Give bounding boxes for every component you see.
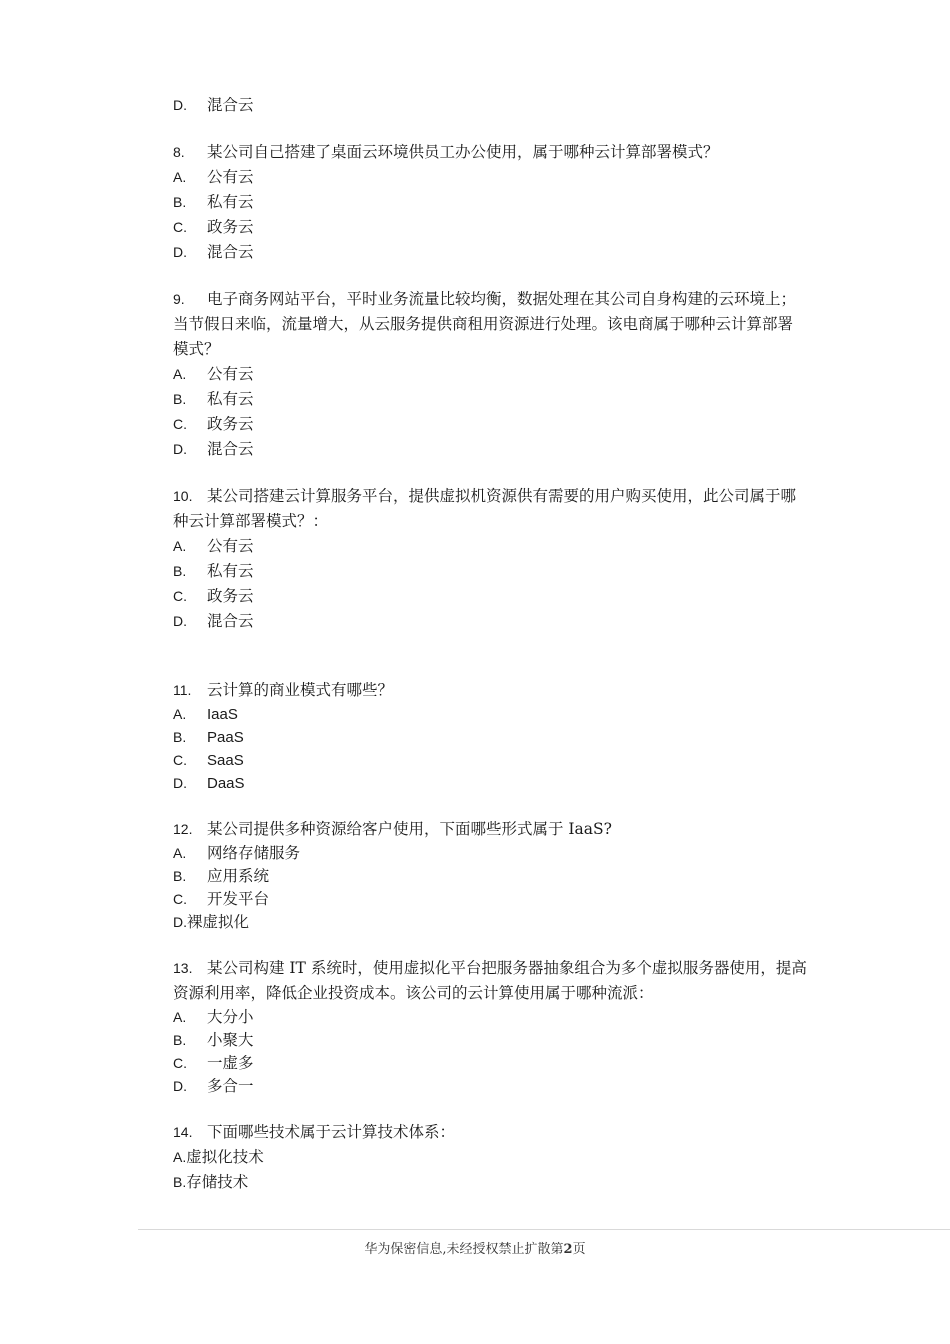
footer-divider <box>138 1229 950 1230</box>
option: B. 私有云 <box>173 562 254 580</box>
option: A. 大分小 <box>173 1008 254 1026</box>
option: B.存储技术 <box>173 1173 249 1191</box>
option: A. 公有云 <box>173 168 254 186</box>
question-text: 13. 某公司构建 IT 系统时，使用虚拟化平台把服务器抽象组合为多个虚拟服务器使用，提高资源利用率，降低企业投资成本。该公司的云计算使用属于哪种流派： <box>173 959 807 1002</box>
option: B. 私有云 <box>173 390 254 408</box>
option: C. 政务云 <box>173 415 254 433</box>
option-q7-d: D. 混合云 <box>173 96 254 114</box>
option: C. SaaS <box>173 752 244 769</box>
option: C. 开发平台 <box>173 890 270 908</box>
question-10 <box>173 484 813 634</box>
option: D. 混合云 <box>173 243 254 261</box>
question-8 <box>173 140 813 265</box>
option: D. DaaS <box>173 775 245 792</box>
question-11 <box>173 678 813 795</box>
option: B. 应用系统 <box>173 867 270 885</box>
question-text: 12. 某公司提供多种资源给客户使用，下面哪些形式属于 IaaS? <box>173 820 612 838</box>
option: A.虚拟化技术 <box>173 1148 264 1166</box>
option: A. 网络存储服务 <box>173 844 301 862</box>
question-12 <box>173 817 813 934</box>
question-14 <box>173 1120 813 1195</box>
question-text: 11. 云计算的商业模式有哪些？ <box>173 681 394 699</box>
question-text: 8. 某公司自己搭建了桌面云环境供员工办公使用，属于哪种云计算部署模式？ <box>173 143 719 161</box>
option: A. 公有云 <box>173 537 254 555</box>
option: B. 私有云 <box>173 193 254 211</box>
option: C. 政务云 <box>173 587 254 605</box>
option: D.裸虚拟化 <box>173 913 250 931</box>
option: A. IaaS <box>173 706 238 723</box>
question-13 <box>173 956 813 1098</box>
option: B. PaaS <box>173 729 244 746</box>
option: C. 政务云 <box>173 218 254 236</box>
question-text: 14. 下面哪些技术属于云计算技术体系： <box>173 1123 456 1141</box>
question-list <box>173 93 813 1195</box>
option: D. 混合云 <box>173 612 254 630</box>
option: C. 一虚多 <box>173 1054 254 1072</box>
option: B. 小聚大 <box>173 1031 254 1049</box>
page-footer: 华为保密信息,未经授权禁止扩散第2页 <box>364 1242 586 1257</box>
page-number: 2 <box>563 1242 573 1257</box>
question-9 <box>173 287 813 462</box>
question-text: 10. 某公司搭建云计算服务平台，提供虚拟机资源供有需要的用户购买使用，此公司属于哪种云计算部署模式？： <box>173 487 797 530</box>
question-text: 9. 电子商务网站平台，平时业务流量比较均衡，数据处理在其公司自身构建的云环境上；当节假日来临，流量增大，从云服务提供商租用资源进行处理。该电商属于哪种云计算部署模式？ <box>173 290 797 358</box>
option: A. 公有云 <box>173 365 254 383</box>
option: D. 混合云 <box>173 440 254 458</box>
option: D. 多合一 <box>173 1077 254 1095</box>
